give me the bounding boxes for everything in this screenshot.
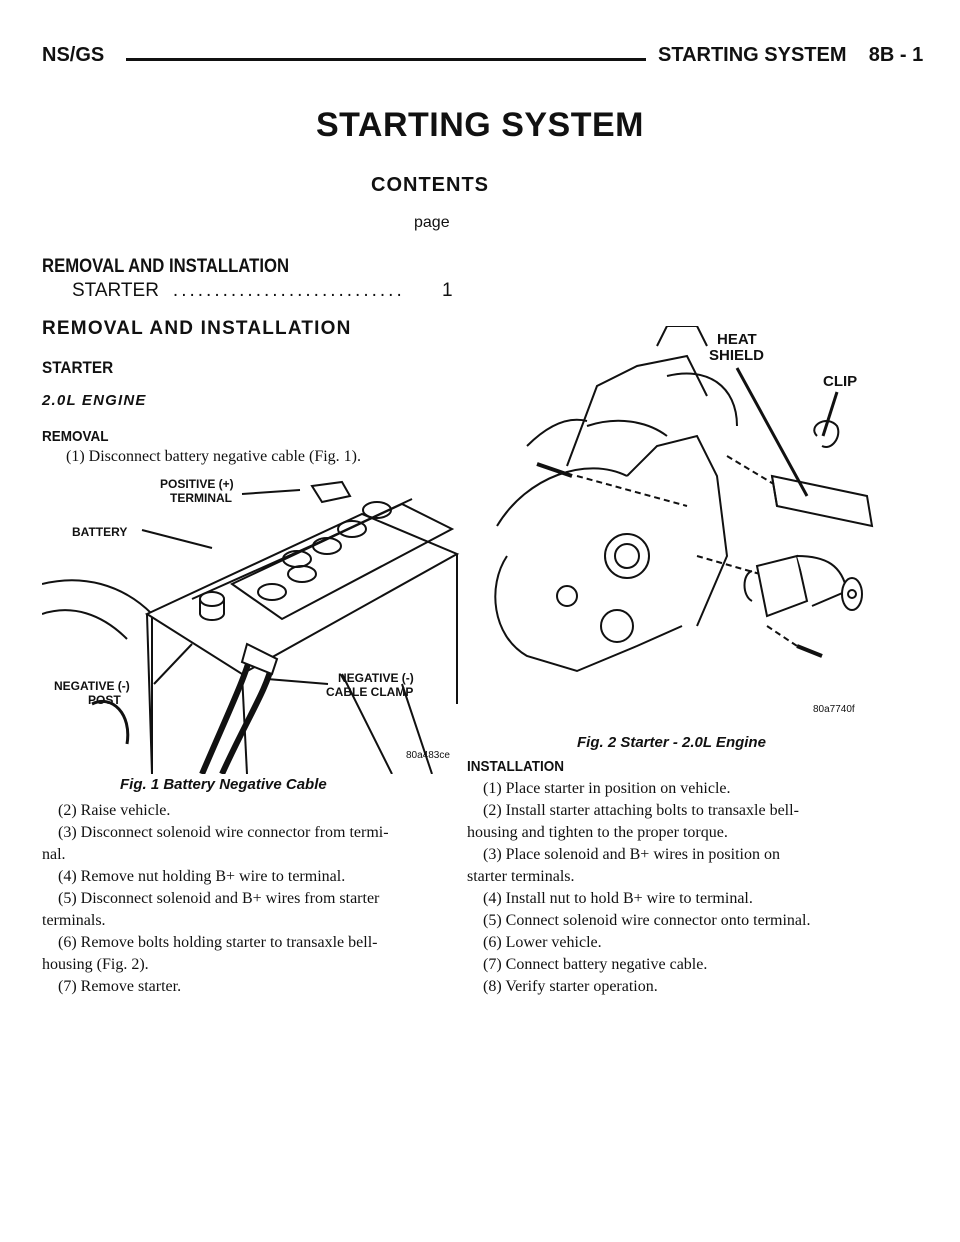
label-heat-shield-2: SHIELD [709,347,765,364]
installation-line: (3) Place solenoid and B+ wires in position on [467,846,780,863]
page-title: STARTING SYSTEM [316,106,644,144]
removal-line: nal. [42,846,66,863]
toc-entry-label: STARTER [72,280,159,301]
toc-entry-starter[interactable] [72,280,452,302]
section-title: REMOVAL AND INSTALLATION [42,318,352,339]
toc-entry-dots: ............................ [172,280,405,301]
installation-line: (4) Install nut to hold B+ wire to terminal. [467,890,753,907]
removal-line: (5) Disconnect solenoid and B+ wires from starter [42,890,380,907]
removal-step-1: (1) Disconnect battery negative cable (Fig. 1). [66,448,361,465]
removal-line: housing (Fig. 2). [42,956,149,973]
header-rule [126,58,646,61]
figure-code-2: 80a7740f [813,704,855,715]
label-negative-clamp-2: CABLE CLAMP [326,685,414,699]
installation-line: (7) Connect battery negative cable. [467,956,708,973]
label-positive-terminal-1: POSITIVE (+) [160,477,234,491]
removal-heading: REMOVAL [42,428,109,445]
label-negative-clamp-1: NEGATIVE (-) [338,671,414,685]
installation-line: (8) Verify starter operation. [467,978,658,995]
label-negative-post-1: NEGATIVE (-) [54,679,130,693]
removal-line: (7) Remove starter. [42,978,182,995]
label-heat-shield-1: HEAT [717,331,757,348]
header-right: STARTING SYSTEM 8B - 1 [658,44,924,66]
removal-steps [42,800,457,998]
figure-2-caption: Fig. 2 Starter - 2.0L Engine [577,734,766,751]
removal-line: (3) Disconnect solenoid wire connector from termi- [42,824,389,841]
installation-heading: INSTALLATION [467,758,564,775]
installation-line: starter terminals. [467,868,575,885]
installation-steps [467,778,882,998]
label-negative-post-2: POST [88,693,121,707]
removal-line: (6) Remove bolts holding starter to transaxle bell- [42,934,378,951]
label-positive-terminal-2: TERMINAL [170,491,232,505]
figure-battery-illustration [42,474,462,774]
toc-entry-page: 1 [442,280,453,301]
header-left: NS/GS [42,44,105,66]
engine-heading: 2.0L ENGINE [42,392,147,409]
removal-line: (4) Remove nut holding B+ wire to terminal. [42,868,346,885]
figure-code-1: 80a483ce [406,750,450,761]
figure-1-caption: Fig. 1 Battery Negative Cable [120,776,327,793]
installation-line: (5) Connect solenoid wire connector onto terminal. [467,912,811,929]
installation-line: (2) Install starter attaching bolts to transaxle bell- [467,802,799,819]
figure-starter-illustration [467,326,887,726]
removal-line: (2) Raise vehicle. [42,802,171,819]
label-clip: CLIP [823,373,858,390]
toc-section: REMOVAL AND INSTALLATION [42,256,290,277]
installation-line: (6) Lower vehicle. [467,934,602,951]
label-battery: BATTERY [72,525,128,539]
installation-line: housing and tighten to the proper torque. [467,824,728,841]
contents-heading: CONTENTS [371,174,489,196]
installation-line: (1) Place starter in position on vehicle. [467,780,731,797]
contents-page-label: page [414,214,450,231]
subsection-title: STARTER [42,358,114,377]
removal-line: terminals. [42,912,106,929]
